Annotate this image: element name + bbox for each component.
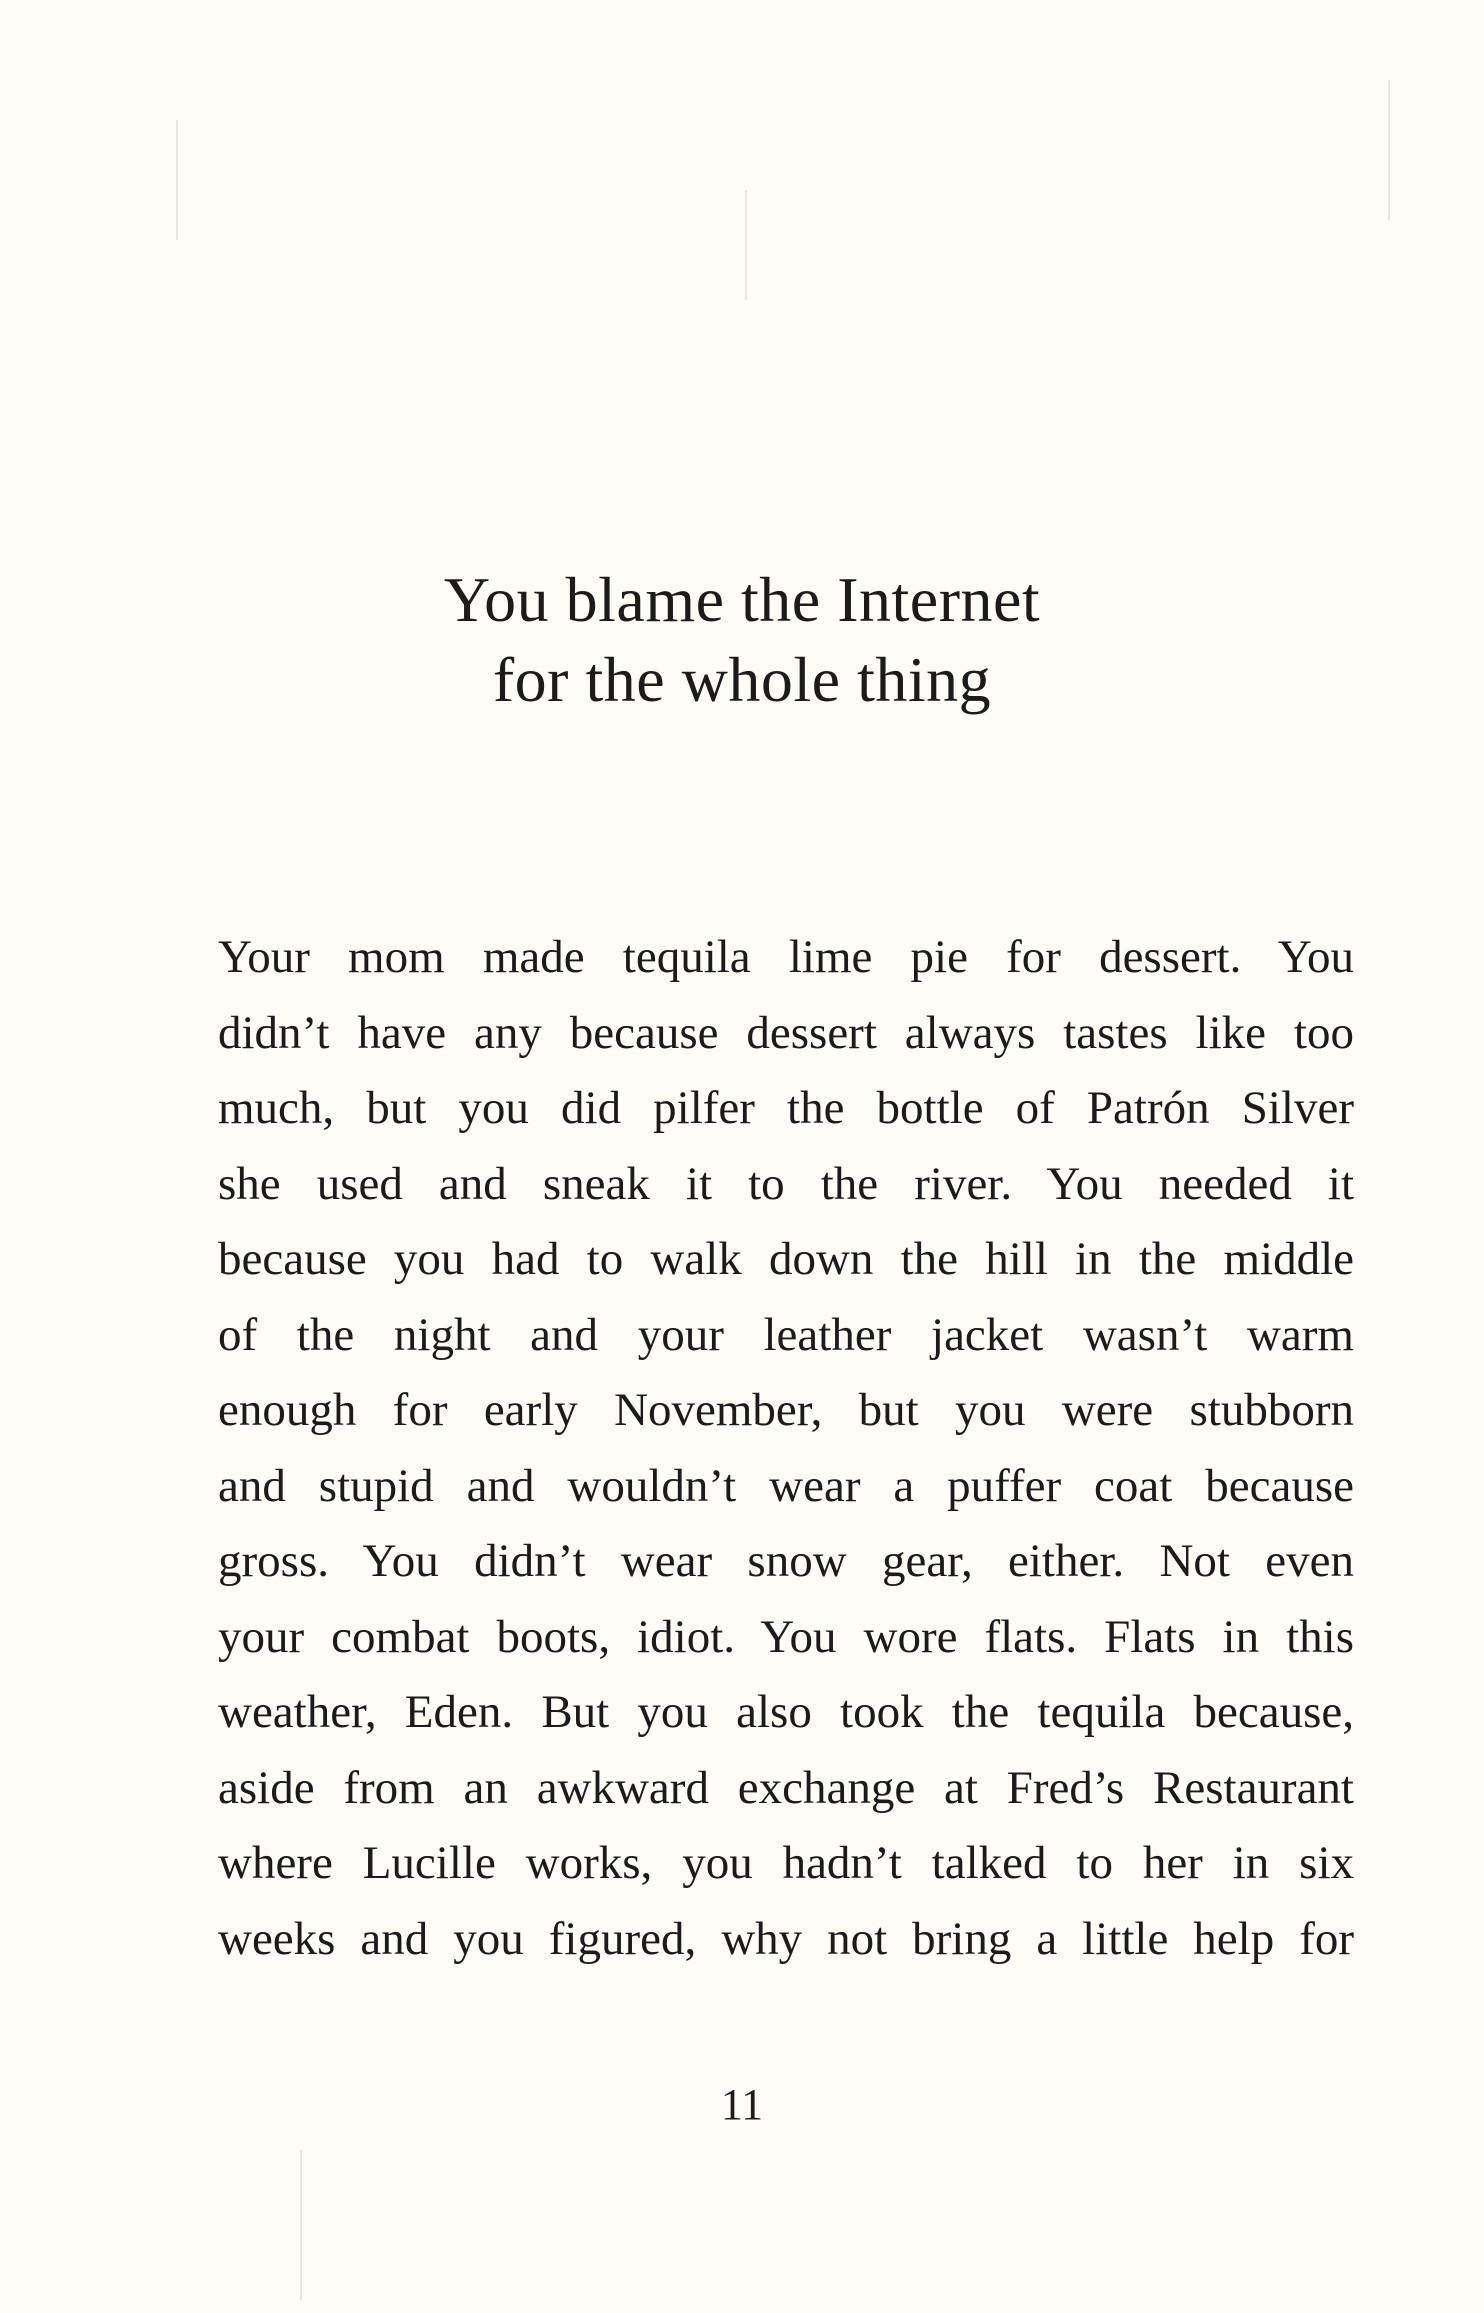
body-line: where Lucille works, you hadn’t talked to her in six xyxy=(218,1837,1354,1889)
body-text xyxy=(218,920,1354,1977)
body-line: because you had to walk down the hill in the middle xyxy=(218,1233,1354,1285)
scan-shadow-line xyxy=(745,190,747,300)
body-line: aside from an awkward exchange at Fred’s Restaurant xyxy=(218,1761,1354,1814)
body-line: your combat boots, idiot. You wore flats. Flats in this xyxy=(218,1610,1354,1663)
chapter-title-line: for the whole thing xyxy=(492,644,992,715)
chapter-title xyxy=(0,560,1484,720)
body-line: of the night and your leather jacket wasn’t warm xyxy=(218,1308,1354,1361)
scan-shadow-line xyxy=(300,2150,302,2300)
body-line: and stupid and wouldn’t wear a puffer coat because xyxy=(218,1459,1354,1512)
scan-shadow-line xyxy=(1388,80,1390,220)
body-line: gross. You didn’t wear snow gear, either. Not even xyxy=(218,1535,1354,1587)
body-line: much, but you did pilfer the bottle of Patrón Silver xyxy=(218,1082,1354,1134)
body-line: enough for early November, but you were stubborn xyxy=(218,1384,1354,1436)
body-line: she used and sneak it to the river. You needed it xyxy=(218,1157,1354,1210)
chapter-title-line: You blame the Internet xyxy=(443,564,1041,635)
scan-shadow-line xyxy=(176,120,178,240)
page-number: 11 xyxy=(720,2080,764,2129)
body-line: weeks and you figured, why not bring a little help for xyxy=(218,1912,1354,1965)
body-line: didn’t have any because dessert always tastes like too xyxy=(218,1006,1354,1059)
body-line: weather, Eden. But you also took the tequila because, xyxy=(218,1686,1354,1738)
body-line: Your mom made tequila lime pie for dessert. You xyxy=(218,931,1354,983)
